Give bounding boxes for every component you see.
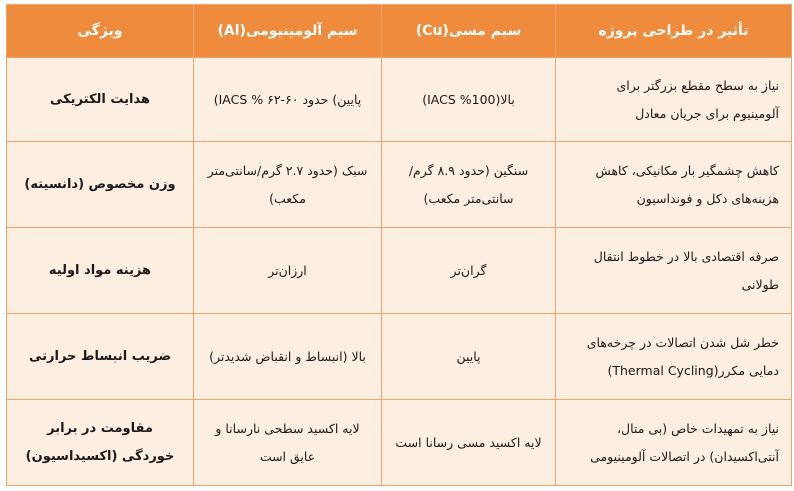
- cell-aluminum: ارزان‌تر: [194, 228, 382, 314]
- cell-feature: وزن مخصوص (دانسیته): [7, 142, 194, 228]
- cell-impact: نیاز به تمهیدات خاص (بی متال، آنتی‌اکسیدان) در اتصالات آلومینیومی: [556, 400, 792, 486]
- table-row: [7, 400, 792, 486]
- table-row: [7, 142, 792, 228]
- cell-impact: نیاز به سطح مقطع بزرگتر برای آلومینیوم برای جریان معادل: [556, 58, 792, 142]
- cell-aluminum: لایه اکسید سطحی نارسانا و عایق است: [194, 400, 382, 486]
- header-row: [7, 5, 792, 58]
- cell-feature: هدایت الکتریکی: [7, 58, 194, 142]
- cell-feature: ضریب انبساط حرارتی: [7, 314, 194, 400]
- cell-impact: کاهش چشمگیر بار مکانیکی، کاهش هزینه‌های دکل و فونداسیون: [556, 142, 792, 228]
- cell-aluminum: سبک (حدود ۲.۷ گرم/سانتی‌متر مکعب): [194, 142, 382, 228]
- cell-feature: هزینه مواد اولیه: [7, 228, 194, 314]
- cell-copper: پایین: [382, 314, 556, 400]
- cell-copper: بالا(100% IACS): [382, 58, 556, 142]
- cell-feature: مقاومت در برابر خوردگی (اکسیداسیون): [7, 400, 194, 486]
- cell-aluminum: پایین) حدود ۶۰-۶۲ % IACS): [194, 58, 382, 142]
- cell-aluminum: بالا (انبساط و انقباض شدیدتر): [194, 314, 382, 400]
- cell-impact: خطر شل شدن اتصالات در چرخه‌های دمایی مکرر(Thermal Cycling): [556, 314, 792, 400]
- table-row: [7, 58, 792, 142]
- cell-copper: لایه اکسید مسی رسانا است: [382, 400, 556, 486]
- header-impact: تأثیر در طراحی پروژه: [556, 5, 792, 58]
- table-row: [7, 228, 792, 314]
- header-aluminum: سیم آلومینیومی(Al): [194, 5, 382, 58]
- comparison-table: [6, 4, 792, 486]
- table-row: [7, 314, 792, 400]
- header-copper: سیم مسی(Cu): [382, 5, 556, 58]
- cell-copper: گران‌تر: [382, 228, 556, 314]
- cell-impact: صرفه اقتصادی بالا در خطوط انتقال طولانی: [556, 228, 792, 314]
- cell-copper: سنگین (حدود ۸.۹ گرم/سانتی‌متر مکعب): [382, 142, 556, 228]
- header-feature: ویژگی: [7, 5, 194, 58]
